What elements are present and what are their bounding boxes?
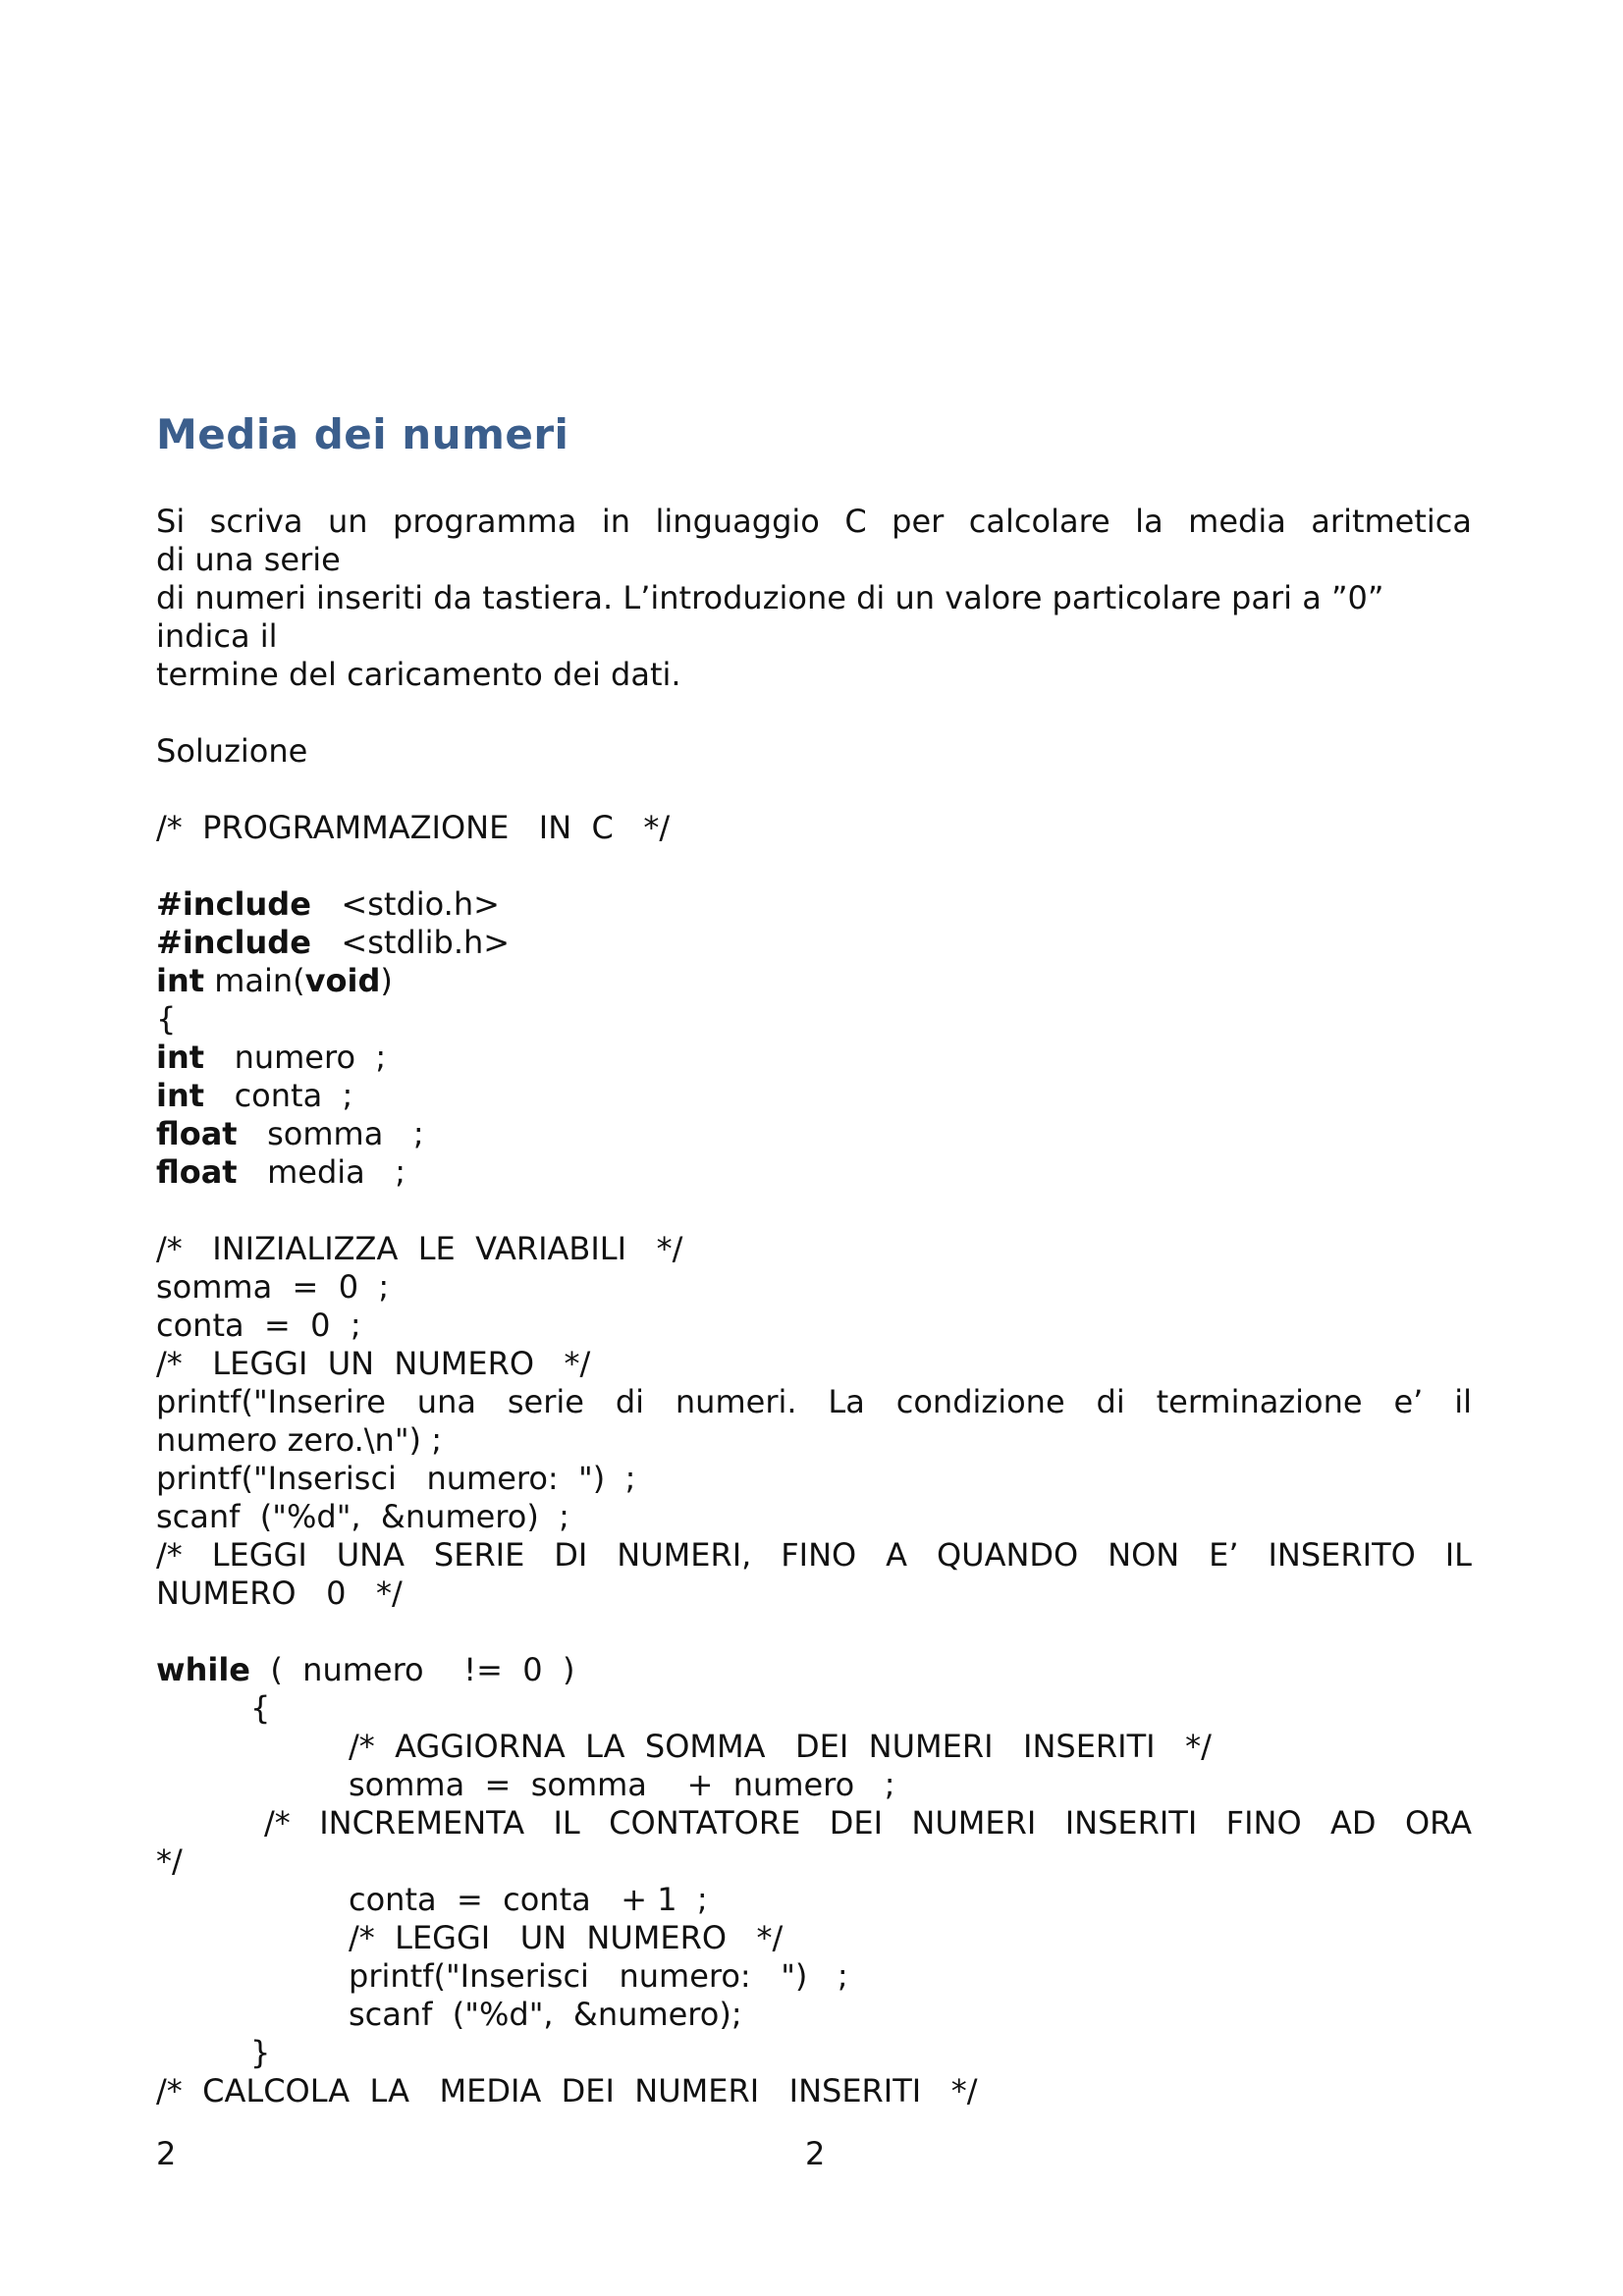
code-include-stdlib	[156, 924, 1472, 962]
code-somma-init: somma = 0 ;	[156, 1268, 390, 1306]
code-comment-header: /* PROGRAMMAZIONE IN C */	[156, 809, 671, 846]
decl-text: somma ;	[237, 1115, 424, 1152]
code-decl-somma	[156, 1115, 1472, 1153]
code-scanf-first: scanf ("%d", &numero) ;	[156, 1498, 569, 1535]
intro-line-2: di una serie	[156, 541, 341, 578]
code-comment-average: /* CALCOLA LA MEDIA DEI NUMERI INSERITI */	[156, 2072, 978, 2109]
code-printf-prompt-loop: printf("Inserisci numero: ") ;	[349, 1957, 848, 1995]
code-conta-init: conta = 0 ;	[156, 1307, 361, 1344]
footer-page-number-center: 2	[805, 2135, 826, 2172]
code-decl-media	[156, 1153, 1472, 1192]
include-file: <stdio.h>	[310, 885, 500, 923]
intro-line-3: di numeri inseriti da tastiera. L’introduzione di un valore particolare pari a ”0”	[156, 579, 1384, 616]
code-decl-conta	[156, 1077, 1472, 1115]
code-include-stdio	[156, 885, 1472, 924]
footer-page-number-left: 2	[156, 2135, 177, 2172]
decl-text: conta ;	[204, 1077, 353, 1114]
main-name: main(	[204, 962, 305, 999]
code-main-signature	[156, 962, 1472, 1000]
keyword-int: int	[156, 1077, 205, 1114]
intro-line-4: indica il	[156, 617, 278, 655]
intro-line-5: termine del caricamento dei dati.	[156, 656, 681, 693]
code-conta-update: conta = conta + 1 ;	[349, 1881, 708, 1918]
keyword-include: #include	[156, 924, 311, 961]
code-comment-init: /* INIZIALIZZA LE VARIABILI */	[156, 1230, 683, 1267]
code-comment-loop-a: /* LEGGI UNA SERIE DI NUMERI, FINO A QUANDO NON E’ INSERITO IL	[156, 1536, 1472, 1574]
intro-line-1: Si scriva un programma in linguaggio C per calcolare la media aritmetica	[156, 503, 1472, 540]
code-scanf-loop: scanf ("%d", &numero);	[349, 1996, 742, 2033]
keyword-include: #include	[156, 885, 311, 923]
code-printf-intro-a: printf("Inserire una serie di numeri. La condizione di terminazione e’ il	[156, 1383, 1472, 1420]
keyword-float: float	[156, 1115, 238, 1152]
code-decl-numero	[156, 1039, 1472, 1077]
while-condition: ( numero != 0 )	[249, 1651, 575, 1688]
decl-text: media ;	[237, 1153, 406, 1191]
code-printf-intro-b: numero zero.\n") ;	[156, 1421, 442, 1459]
page-title: Media dei numeri	[156, 410, 569, 458]
code-open-brace: {	[156, 1000, 177, 1038]
code-somma-update: somma = somma + numero ;	[349, 1766, 895, 1803]
document-body	[156, 503, 1472, 2110]
include-file: <stdlib.h>	[310, 924, 511, 961]
code-while-header	[156, 1651, 1472, 1689]
keyword-int: int	[156, 962, 205, 999]
code-comment-increment-b: */	[156, 1842, 183, 1880]
keyword-void: void	[304, 962, 381, 999]
code-printf-prompt: printf("Inserisci numero: ") ;	[156, 1460, 636, 1497]
code-while-open: {	[250, 1689, 271, 1727]
code-comment-loop-b: NUMERO 0 */	[156, 1575, 403, 1612]
code-while-close: }	[250, 2034, 271, 2071]
keyword-float: float	[156, 1153, 238, 1191]
code-comment-update: /* AGGIORNA LA SOMMA DEI NUMERI INSERITI */	[349, 1728, 1212, 1765]
code-comment-increment-a: /* INCREMENTA IL CONTATORE DEI NUMERI INSERITI FINO AD ORA	[264, 1804, 1472, 1842]
code-comment-read: /* LEGGI UN NUMERO */	[156, 1345, 591, 1382]
keyword-int: int	[156, 1039, 205, 1076]
keyword-while: while	[156, 1651, 250, 1688]
decl-text: numero ;	[204, 1039, 387, 1076]
code-comment-read-again: /* LEGGI UN NUMERO */	[349, 1919, 784, 1956]
main-paren: )	[380, 962, 393, 999]
solution-label: Soluzione	[156, 732, 308, 770]
